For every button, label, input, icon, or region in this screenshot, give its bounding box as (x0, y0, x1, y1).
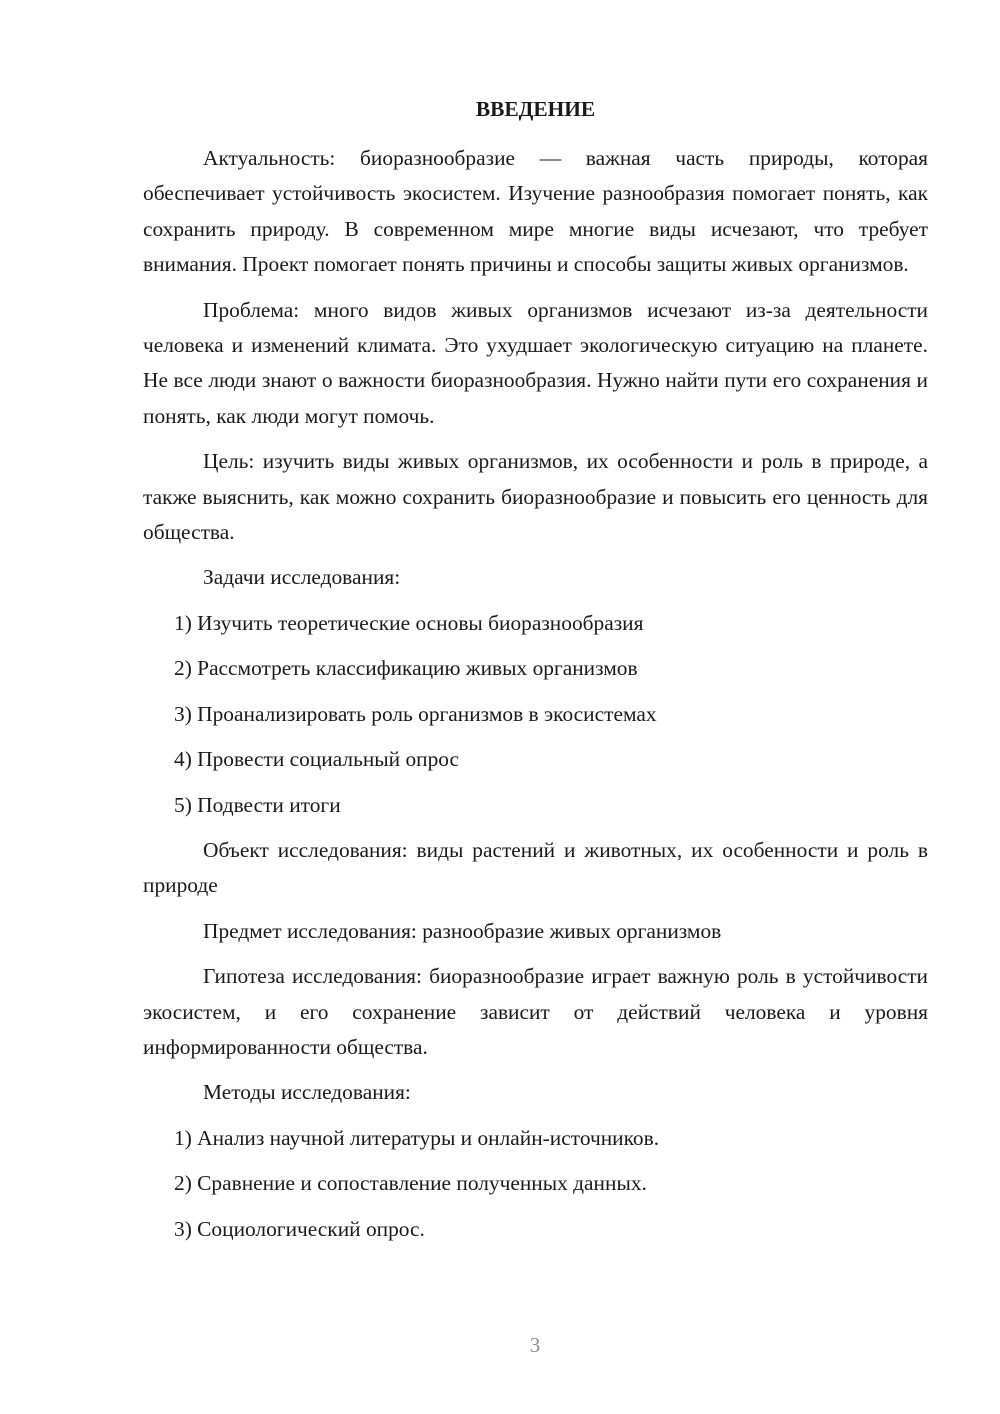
page-title: ВВЕДЕНИЕ (475, 97, 596, 121)
page-content (143, 92, 928, 1257)
list-item: 1) Анализ научной литературы и онлайн-источников. (174, 1125, 660, 1150)
problem-paragraph: Проблема: много видов живых организмов исчезают из-за деятельности человека и изменений климата. Это ухудшает экологическую ситуацию на планете. Не все люди знают о важности биоразнообразия. Нужно найти пути его сохранения и понять, как люди могут помочь. (143, 297, 928, 428)
object-paragraph: Объект исследования: виды растений и животных, их особенности и роль в природе (143, 837, 928, 898)
list-item: 1) Изучить теоретические основы биоразнообразия (174, 610, 644, 635)
tasks-heading: Задачи исследования: (203, 565, 401, 590)
tasks-list (143, 606, 928, 823)
list-item: 5) Подвести итоги (174, 792, 341, 817)
relevance-paragraph: Актуальность: биоразнообразие — важная часть природы, которая обеспечивает устойчивость экосистем. Изучение разнообразия помогает понять, как сохранить природу. В современном мире многие виды исчезают, что требует внимания. Проект помогает понять причины и способы защиты живых организмов. (143, 146, 928, 277)
subject-paragraph: Предмет исследования: разнообразие живых организмов (203, 918, 722, 943)
hypothesis-paragraph: Гипотеза исследования: биоразнообразие играет важную роль в устойчивости экосистем, и его сохранение зависит от действий человека и уровня информированности общества. (143, 964, 928, 1059)
list-item: 2) Сравнение и сопоставление полученных данных. (174, 1171, 647, 1196)
page-number: 3 (529, 1333, 541, 1357)
methods-heading: Методы исследования: (203, 1080, 411, 1105)
list-item: 2) Рассмотреть классификацию живых организмов (174, 656, 638, 681)
methods-list (143, 1121, 928, 1247)
goal-paragraph: Цель: изучить виды живых организмов, их особенности и роль в природе, а также выяснить, как можно сохранить биоразнообразие и повысить его ценность для общества. (143, 449, 928, 545)
list-item: 3) Социологический опрос. (174, 1216, 425, 1241)
list-item: 3) Проанализировать роль организмов в экосистемах (174, 701, 657, 726)
list-item: 4) Провести социальный опрос (174, 747, 460, 772)
